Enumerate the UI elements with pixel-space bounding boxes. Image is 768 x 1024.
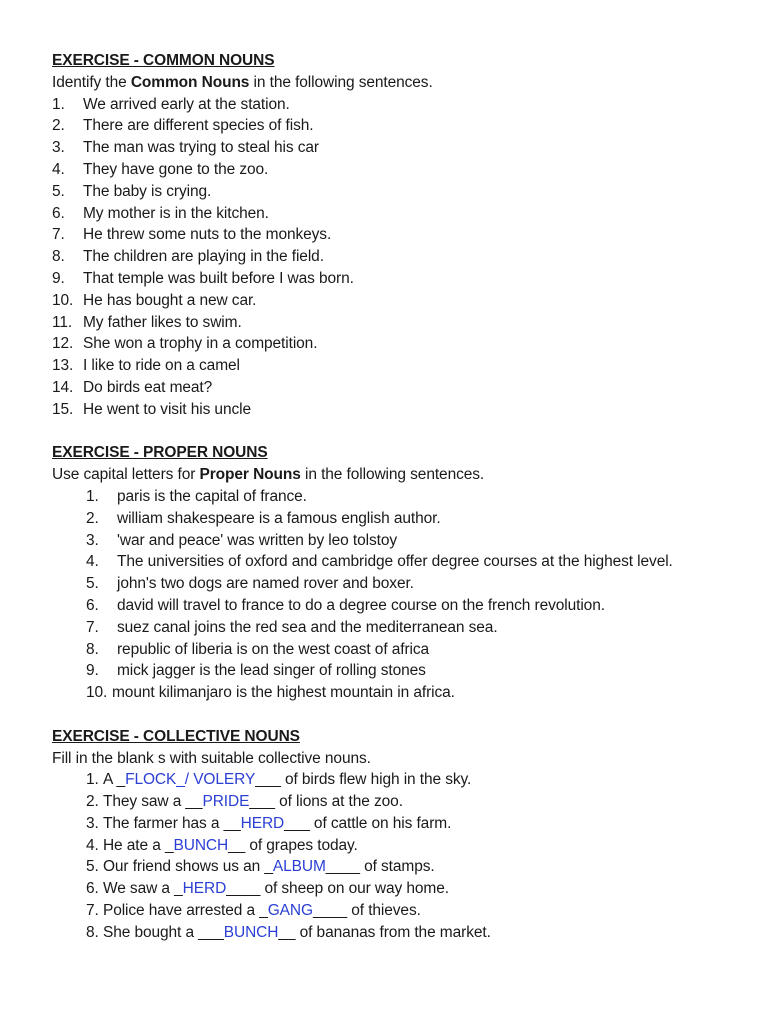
sentence-end: ___ of birds flew high in the sky. bbox=[255, 771, 472, 789]
item-number: 5. bbox=[86, 575, 99, 593]
list-item bbox=[52, 922, 742, 944]
section-proper-nouns bbox=[52, 442, 742, 704]
list-item bbox=[52, 682, 742, 704]
sentence-start: A _ bbox=[102, 771, 126, 789]
item-number: 1. bbox=[52, 95, 65, 113]
list-item bbox=[52, 224, 742, 246]
answer-text: FLOCK_/ VOLERY bbox=[125, 771, 256, 789]
sentence-start: They saw a __ bbox=[102, 793, 203, 811]
list-item bbox=[52, 246, 742, 268]
list-item bbox=[52, 573, 742, 595]
item-number: 4. bbox=[86, 836, 99, 854]
sentence-start: The farmer has a __ bbox=[102, 814, 241, 832]
item-text: william shakespeare is a famous english author. bbox=[117, 509, 441, 527]
item-text: The children are playing in the field. bbox=[83, 248, 324, 266]
item-text: She won a trophy in a competition. bbox=[83, 335, 318, 353]
item-text: john's two dogs are named rover and boxer. bbox=[117, 575, 414, 593]
instruction: Fill in the blank s with suitable collective nouns. bbox=[52, 749, 371, 767]
item-number: 11. bbox=[52, 313, 73, 331]
item-text: 'war and peace' was written by leo tolstoy bbox=[117, 531, 397, 549]
sentence-end: ____ of sheep on our way home. bbox=[226, 880, 449, 898]
item-number: 13. bbox=[52, 357, 74, 375]
item-number: 7. bbox=[86, 618, 99, 636]
item-text: Do birds eat meat? bbox=[83, 378, 213, 396]
item-number: 2. bbox=[86, 793, 99, 811]
list-item bbox=[52, 94, 742, 116]
item-text: The man was trying to steal his car bbox=[83, 139, 319, 157]
list-item bbox=[52, 791, 742, 813]
item-text: The baby is crying. bbox=[83, 182, 212, 200]
item-text: He has bought a new car. bbox=[83, 291, 257, 309]
item-text: We arrived early at the station. bbox=[83, 95, 290, 113]
item-number: 14. bbox=[52, 378, 74, 396]
section-common-nouns bbox=[52, 50, 742, 421]
list-item bbox=[52, 486, 742, 508]
sentence-end: __ of bananas from the market. bbox=[278, 923, 491, 941]
list-item bbox=[52, 660, 742, 682]
list-item bbox=[52, 290, 742, 312]
item-number: 3. bbox=[86, 531, 99, 549]
item-text bbox=[99, 813, 742, 835]
item-text bbox=[99, 835, 742, 857]
item-number: 8. bbox=[86, 640, 99, 658]
item-number: 10. bbox=[52, 291, 74, 309]
item-number: 7. bbox=[86, 902, 99, 920]
list-item bbox=[52, 551, 742, 573]
item-text: There are different species of fish. bbox=[83, 117, 314, 135]
item-number: 10. bbox=[86, 684, 108, 702]
list-item bbox=[52, 530, 742, 552]
list-item bbox=[52, 639, 742, 661]
worksheet bbox=[52, 50, 742, 944]
spacer bbox=[52, 704, 742, 726]
item-text: They have gone to the zoo. bbox=[83, 160, 269, 178]
item-number: 4. bbox=[52, 160, 65, 178]
item-number: 8. bbox=[52, 248, 65, 266]
list-item bbox=[52, 835, 742, 857]
sentence-end: ____ of thieves. bbox=[312, 902, 421, 920]
sentence-start: Police have arrested a _ bbox=[102, 902, 268, 920]
answer-text: BUNCH bbox=[173, 836, 229, 854]
item-text bbox=[99, 769, 742, 791]
section-title: EXERCISE - PROPER NOUNS bbox=[52, 444, 268, 462]
list-item bbox=[52, 900, 742, 922]
list-item bbox=[52, 355, 742, 377]
list-item bbox=[52, 377, 742, 399]
item-text: suez canal joins the red sea and the mediterranean sea. bbox=[117, 618, 498, 636]
list-item bbox=[52, 137, 742, 159]
item-text bbox=[99, 878, 742, 900]
item-text bbox=[99, 922, 742, 944]
item-text: My mother is in the kitchen. bbox=[83, 204, 269, 222]
sentence-end: ___ of cattle on his farm. bbox=[284, 814, 452, 832]
list-item bbox=[52, 268, 742, 290]
list-item bbox=[52, 181, 742, 203]
item-text: I like to ride on a camel bbox=[83, 357, 240, 375]
answer-text: ALBUM bbox=[272, 858, 326, 876]
answer-text: PRIDE bbox=[202, 793, 250, 811]
item-text: mount kilimanjaro is the highest mountain in africa. bbox=[112, 684, 455, 702]
item-number: 7. bbox=[52, 226, 65, 244]
item-number: 6. bbox=[52, 204, 65, 222]
item-number: 5. bbox=[52, 182, 65, 200]
item-number: 15. bbox=[52, 400, 74, 418]
item-text: The universities of oxford and cambridge offer degree courses at the highest level. bbox=[117, 553, 673, 571]
sentence-end: ____ of stamps. bbox=[325, 858, 435, 876]
list-item bbox=[52, 856, 742, 878]
item-text: He threw some nuts to the monkeys. bbox=[83, 226, 332, 244]
section-title: EXERCISE - COMMON NOUNS bbox=[52, 52, 275, 69]
instruction: Identify the Common Nouns in the following sentences. bbox=[52, 73, 433, 91]
item-number: 2. bbox=[86, 509, 99, 527]
collective-nouns-list bbox=[52, 769, 742, 943]
instruction: Use capital letters for Proper Nouns in the following sentences. bbox=[52, 466, 485, 484]
sentence-start: He ate a _ bbox=[102, 836, 174, 854]
item-number: 4. bbox=[86, 553, 99, 571]
item-number: 1. bbox=[86, 487, 99, 505]
list-item bbox=[52, 159, 742, 181]
item-number: 1. bbox=[86, 771, 99, 789]
item-text: paris is the capital of france. bbox=[117, 487, 307, 505]
item-text: david will travel to france to do a degree course on the french revolution. bbox=[117, 596, 605, 614]
spacer bbox=[52, 421, 742, 443]
list-item bbox=[52, 333, 742, 355]
answer-text: BUNCH bbox=[223, 923, 279, 941]
item-text: mick jagger is the lead singer of rolling stones bbox=[117, 662, 426, 680]
sentence-start: We saw a _ bbox=[102, 880, 183, 898]
item-number: 9. bbox=[86, 662, 99, 680]
sentence-start: She bought a ___ bbox=[102, 923, 224, 941]
sentence-end: ___ of lions at the zoo. bbox=[249, 793, 403, 811]
item-number: 3. bbox=[86, 814, 99, 832]
item-number: 2. bbox=[52, 117, 65, 135]
answer-text: HERD bbox=[182, 880, 227, 898]
common-nouns-list bbox=[52, 94, 742, 421]
list-item bbox=[52, 203, 742, 225]
item-number: 12. bbox=[52, 335, 74, 353]
item-number: 6. bbox=[86, 880, 99, 898]
list-item bbox=[52, 595, 742, 617]
list-item bbox=[52, 508, 742, 530]
sentence-end: __ of grapes today. bbox=[228, 836, 358, 854]
list-item bbox=[52, 399, 742, 421]
item-number: 8. bbox=[86, 923, 99, 941]
list-item bbox=[52, 115, 742, 137]
list-item bbox=[52, 813, 742, 835]
item-text bbox=[99, 856, 742, 878]
answer-text: HERD bbox=[240, 814, 285, 832]
list-item bbox=[52, 617, 742, 639]
list-item bbox=[52, 878, 742, 900]
item-text: That temple was built before I was born. bbox=[83, 269, 354, 287]
list-item bbox=[52, 769, 742, 791]
item-text bbox=[99, 900, 742, 922]
item-number: 5. bbox=[86, 858, 99, 876]
sentence-start: Our friend shows us an _ bbox=[102, 858, 273, 876]
item-text: My father likes to swim. bbox=[83, 313, 242, 331]
item-text bbox=[99, 791, 742, 813]
section-collective-nouns bbox=[52, 726, 742, 944]
item-number: 9. bbox=[52, 269, 65, 287]
item-number: 3. bbox=[52, 139, 65, 157]
list-item bbox=[52, 312, 742, 334]
item-text: republic of liberia is on the west coast of africa bbox=[117, 640, 430, 658]
item-number: 6. bbox=[86, 596, 99, 614]
item-text: He went to visit his uncle bbox=[83, 400, 251, 418]
proper-nouns-list bbox=[52, 486, 742, 704]
answer-text: GANG bbox=[267, 902, 313, 920]
section-title: EXERCISE - COLLECTIVE NOUNS bbox=[52, 727, 300, 745]
